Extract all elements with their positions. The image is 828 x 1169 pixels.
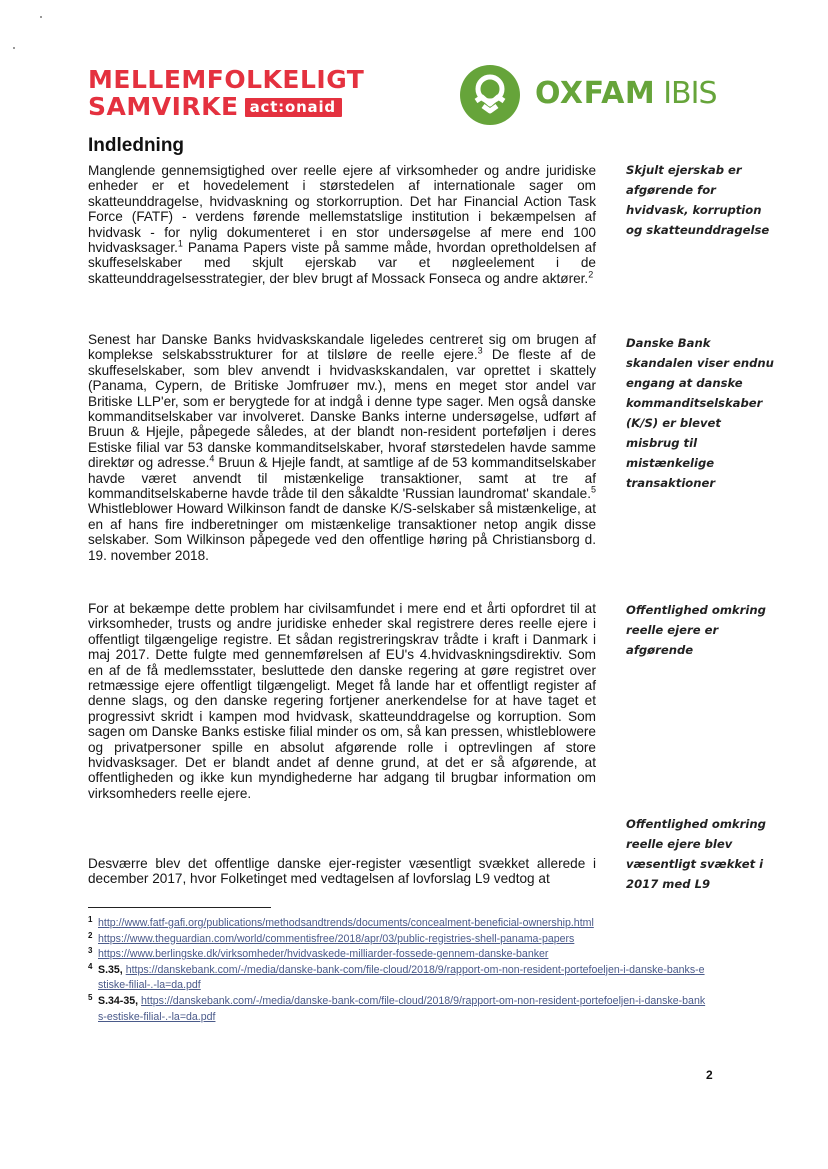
footnote-2 <box>88 932 708 948</box>
footnote-number: 5 <box>88 992 93 1002</box>
footnote-number: 3 <box>88 946 93 956</box>
sidenote-2: Danske Bank skandalen viser endnu engang at danske kommanditselskaber (K/S) er blevet misbrug til mistænkelige transaktioner <box>626 336 774 490</box>
footnote-link[interactable]: https://www.berlingske.dk/virksomheder/hvidvaskede-milliarder-fossede-gennem-danske-banker <box>98 948 549 961</box>
footnote-1 <box>88 916 708 932</box>
footnote-page-ref: S.34-35, <box>98 994 139 1007</box>
sidenote-3: Offentlighed omkring reelle ejere er afgørende <box>626 603 766 657</box>
scan-speck <box>40 16 42 18</box>
sidenote-4: Offentlighed omkring reelle ejere blev væsentligt svækket i 2017 med L9 <box>626 817 766 891</box>
paragraph-1 <box>88 163 596 286</box>
footnote-number: 4 <box>88 961 93 971</box>
scan-speck <box>13 47 15 49</box>
logo-line-2 <box>88 93 364 120</box>
footnote-ref-4[interactable]: 4 <box>209 453 215 464</box>
footnote-number: 1 <box>88 915 93 924</box>
paragraph-2-text-c: Bruun & Hjejle fandt, at samtlige af de 53 kommanditselskaber havde været anvendt til mistænkelige transaktioner, samt at tre af kommanditselskaberne havde tråde til den såkaldte 'Russian laundromat' skandale. <box>88 455 597 502</box>
paragraph-2 <box>88 332 596 563</box>
footnote-page-ref: S.35, <box>98 963 123 976</box>
paragraph-4: Desværre blev det offentlige danske ejer-register væsentligt svækket allerede i december 2017, hvor Folketinget med vedtagelsen af lovforslag L9 vedtog at <box>88 856 596 887</box>
footnote-link[interactable]: http://www.fatf-gafi.org/publications/methodsandtrends/documents/concealment-beneficial-ownership.html <box>98 917 594 929</box>
ibis-text: IBIS <box>663 76 717 111</box>
paragraph-1-text-a: Manglende gennemsigtighed over reelle ejere af virksomheder og andre juridiske enheder er et hovedelement i størstedelen af internationale sager om skatteunddragelse, hvidvaskning og storkorruption. Det har Financial Action Task Force (FATF) - verdens førende mellemstatslige institution i bekæmpelsen af hvidvask - for nylig dokumenteret i en stor undersøgelse af mere end 100 hvidvasksager. <box>88 163 596 256</box>
footnote-ref-3[interactable]: 3 <box>477 345 483 356</box>
oxfam-person-icon <box>459 64 521 126</box>
footnote-link[interactable]: https://danskebank.com/-/media/danske-bank-com/file-cloud/2018/9/rapport-om-non-resident-portefoeljen-i-danske-banks-estiske-filial-.-la=da.pdf <box>98 963 705 992</box>
sidenote-1: Skjult ejerskab er afgørende for hvidvask, korruption og skatteunddragelse <box>626 163 770 237</box>
paragraph-2-text-a: Senest har Danske Banks hvidvaskskandale ligeledes centreret sig om brugen af komplekse selskabsstrukturer for at tilsløre de reelle ejere. <box>88 332 596 363</box>
footnote-link[interactable]: https://www.theguardian.com/world/commentisfree/2018/apr/03/public-registries-shell-panama-papers <box>98 932 575 945</box>
footnote-ref-2[interactable]: 2 <box>588 269 594 280</box>
paragraph-2-text-d: Whistleblower Howard Wilkinson fandt de danske K/S-selskaber så mistænkelige, at en af hans fire indberetninger om mistænkelige transaktioner netop angik disse selskaber. Som Wilkinson påpegede ved den offentlige høring på Christiansborg d. 19. november 2018. <box>88 501 596 563</box>
footnote-5 <box>88 994 708 1025</box>
paragraph-3: For at bekæmpe dette problem har civilsamfundet i mere end et årti opfordret til at virksomheder, trusts og andre juridiske enheder skal registrere deres reelle ejere i offentligt tilgængelige registre. Et sådan registreringskrav trådte i kraft i Danmark i maj 2017. Dette fulgte med gennemførelsen af EU's 4.hvidvaskningsdirektiv. Som en af de få medlemsstater, besluttede den danske regering at gøre registret over retmæssige ejere offentligt tilgængeligt. Meget få lande har et offentligt register af denne slags, og den danske regering fortjener anerkendelse for at have taget et progressivt skridt i kampen mod hvidvask, skatteunddragelse og korruption. Som sagen om Danske Banks estiske filial minder os om, så kan pressen, whistleblowere og privatpersoner spille en absolut afgørende rolle i optrevlingen af store hvidvasksager. Det er blandt andet af denne grund, at det er så afgørende, at offentligheden og ikke kun myndighederne har adgang til brugbar information om virksomheders reelle ejere. <box>88 601 596 801</box>
footnote-divider <box>88 907 271 908</box>
footnote-3 <box>88 947 708 963</box>
logo-line-1: MELLEMFOLKELIGT <box>88 65 365 94</box>
mellemfolkeligt-samvirke-logo <box>88 66 364 120</box>
footnote-4 <box>88 963 708 994</box>
footnote-ref-1[interactable]: 1 <box>177 238 183 249</box>
footnote-ref-5[interactable]: 5 <box>590 484 596 495</box>
page-number: 2 <box>706 1068 713 1082</box>
logo-line-2-text: SAMVIRKE <box>88 92 239 121</box>
paragraph-2-text-b: De fleste af de skuffeselskaber, som blev anvendt i hvidvaskskandalen, var oprettet i skattely (Panama, Cypern, de Britiske Jomfruøer mv.), mens en meget stor andel var Britiske LLP'er, som er berygtede for at indgå i denne type sager. Men også danske kommanditselskaber var involveret. Danske Banks interne undersøgelse, udført af Bruun & Hjejle, påpegede således, at der blandt non-resident porteføljen i deres Estiske filial var 53 danske kommanditselskaber, hvoraf størstedelen havde samme direktør og adresse. <box>88 347 596 471</box>
footnote-link[interactable]: https://danskebank.com/-/media/danske-bank-com/file-cloud/2018/9/rapport-om-non-resident-portefoeljen-i-danske-banks-estiske-filial-.-la=da.pdf <box>98 994 706 1023</box>
oxfam-text: OXFAM <box>535 76 656 111</box>
oxfam-wordmark <box>535 76 717 112</box>
section-heading: Indledning <box>88 135 185 156</box>
footnotes <box>88 916 708 1025</box>
actionaid-badge: act:onaid <box>245 98 342 117</box>
paragraph-1-text-b: Panama Papers viste på samme måde, hvordan opretholdelsen af skuffeselskaber med skjult ejerskab var et nøgleelement i de skatteunddragelsesstrategier, der blev brugt af Mossack Fonseca og andre aktører. <box>88 240 596 286</box>
footnote-number: 2 <box>88 930 93 940</box>
